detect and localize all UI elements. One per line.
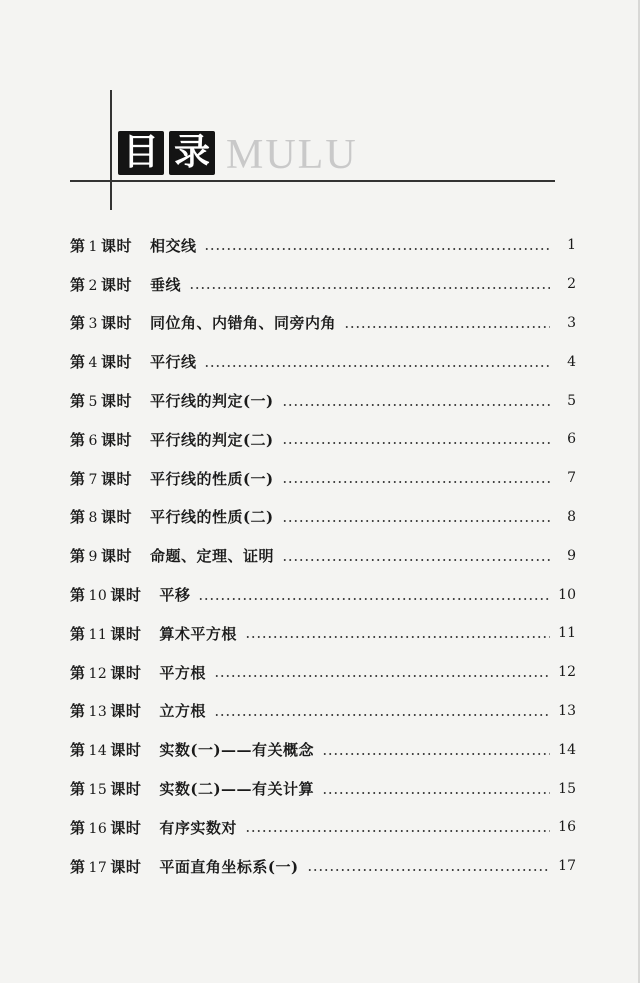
page-number: 4	[567, 353, 576, 370]
page-number: 6	[567, 431, 576, 448]
toc-entry[interactable]	[70, 459, 576, 498]
page-number: 2	[567, 276, 576, 293]
lesson-topic: 实数(二)——有关计算	[159, 780, 315, 799]
lesson-label: 第 5 课时	[70, 392, 132, 411]
dot-leader	[204, 365, 550, 367]
page-number: 12	[558, 664, 576, 681]
page-title	[118, 131, 358, 178]
lesson-topic: 算术平方根	[159, 624, 237, 643]
title-pinyin: MULU	[226, 132, 358, 178]
dot-leader	[214, 714, 550, 716]
toc-entry[interactable]	[70, 847, 576, 886]
page-number: 11	[558, 625, 576, 642]
dot-leader	[322, 792, 550, 794]
lesson-topic: 平行线的性质(二)	[149, 508, 274, 527]
page-number: 10	[558, 586, 576, 603]
page-number: 5	[567, 392, 576, 409]
toc-entry[interactable]	[70, 304, 576, 343]
lesson-topic: 平行线的判定(二)	[149, 430, 274, 449]
lesson-label: 第 7 课时	[70, 469, 132, 488]
toc-entry[interactable]	[70, 769, 576, 808]
page-number: 9	[567, 547, 576, 564]
lesson-label: 第 15 课时	[70, 780, 142, 799]
lesson-topic: 平行线	[149, 353, 197, 372]
header-horizontal-rule	[70, 180, 555, 182]
page-number: 7	[567, 470, 576, 487]
dot-leader	[344, 326, 550, 328]
toc-entry[interactable]	[70, 730, 576, 769]
dot-leader	[282, 404, 550, 406]
lesson-topic: 有序实数对	[159, 818, 237, 837]
toc-entry[interactable]	[70, 536, 576, 575]
dot-leader	[204, 248, 550, 250]
page-number: 8	[567, 508, 576, 525]
page-number: 15	[558, 780, 576, 797]
lesson-topic: 相交线	[149, 236, 197, 255]
toc-entry[interactable]	[70, 342, 576, 381]
dot-leader	[282, 481, 550, 483]
dot-leader	[198, 598, 550, 600]
title-char-1: 目	[118, 131, 164, 175]
page-number: 13	[558, 702, 576, 719]
dot-leader	[307, 869, 550, 871]
toc-entry[interactable]	[70, 808, 576, 847]
dot-leader	[322, 753, 550, 755]
lesson-label: 第 6 课时	[70, 430, 132, 449]
dot-leader	[245, 830, 550, 832]
page-number: 17	[558, 858, 576, 875]
toc-entry[interactable]	[70, 653, 576, 692]
lesson-label: 第 8 课时	[70, 508, 132, 527]
lesson-label: 第 17 课时	[70, 857, 142, 876]
title-char-2: 录	[169, 131, 215, 175]
table-of-contents	[70, 226, 576, 886]
lesson-label: 第 9 课时	[70, 547, 132, 566]
page-number: 16	[558, 819, 576, 836]
toc-entry[interactable]	[70, 420, 576, 459]
lesson-topic: 平方根	[159, 663, 206, 682]
lesson-topic: 命题、定理、证明	[149, 547, 274, 566]
lesson-topic: 平移	[159, 586, 191, 605]
page-number: 3	[567, 314, 576, 331]
header-vertical-rule	[110, 90, 112, 210]
lesson-label: 第 4 课时	[70, 353, 132, 372]
lesson-label: 第 10 课时	[70, 586, 142, 605]
toc-entry[interactable]	[70, 498, 576, 537]
page-number: 14	[558, 741, 576, 758]
toc-entry[interactable]	[70, 226, 576, 265]
lesson-label: 第 14 课时	[70, 741, 142, 760]
lesson-label: 第 2 课时	[70, 275, 132, 294]
lesson-topic: 同位角、内错角、同旁内角	[149, 314, 336, 333]
lesson-topic: 垂线	[149, 275, 181, 294]
page-number: 1	[567, 237, 576, 254]
toc-entry[interactable]	[70, 381, 576, 420]
toc-entry[interactable]	[70, 575, 576, 614]
dot-leader	[282, 559, 550, 561]
dot-leader	[282, 442, 550, 444]
lesson-topic: 实数(一)——有关概念	[159, 741, 315, 760]
dot-leader	[282, 520, 550, 522]
lesson-label: 第 3 课时	[70, 314, 132, 333]
lesson-topic: 平行线的性质(一)	[149, 469, 274, 488]
toc-entry[interactable]	[70, 265, 576, 304]
lesson-topic: 平行线的判定(一)	[149, 392, 274, 411]
toc-entry[interactable]	[70, 614, 576, 653]
dot-leader	[214, 675, 550, 677]
toc-entry[interactable]	[70, 692, 576, 731]
lesson-label: 第 11 课时	[70, 624, 142, 643]
lesson-label: 第 1 课时	[70, 236, 132, 255]
lesson-label: 第 13 课时	[70, 702, 142, 721]
lesson-label: 第 16 课时	[70, 818, 142, 837]
lesson-topic: 立方根	[159, 702, 206, 721]
dot-leader	[245, 636, 550, 638]
dot-leader	[189, 287, 550, 289]
lesson-label: 第 12 课时	[70, 663, 142, 682]
lesson-topic: 平面直角坐标系(一)	[159, 857, 299, 876]
